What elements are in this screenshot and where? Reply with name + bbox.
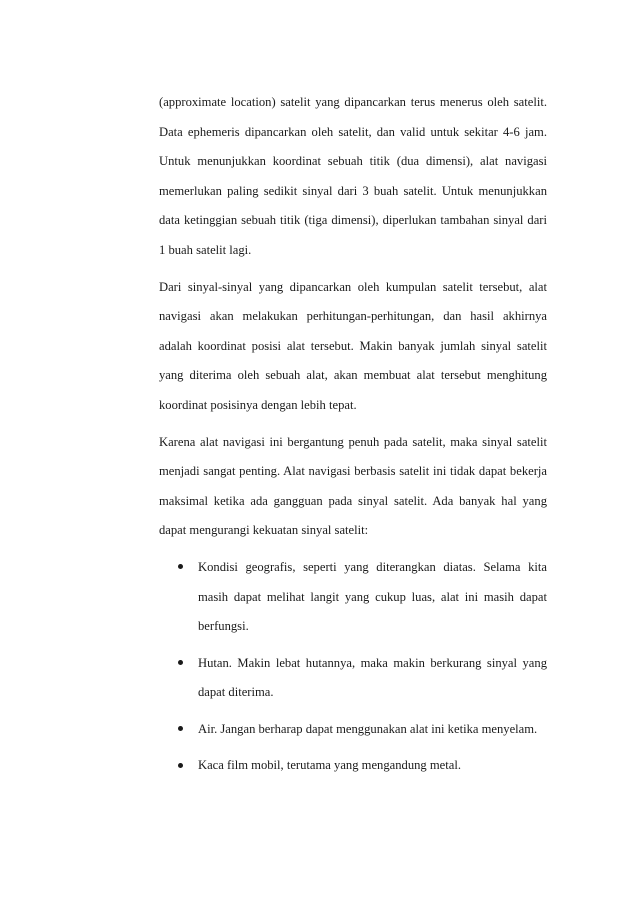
list-item <box>159 751 547 781</box>
bullet-icon <box>178 763 183 768</box>
paragraph-satelit-sinyal: (approximate location) satelit yang dipancarkan terus menerus oleh satelit. Data ephemeris dipancarkan oleh satelit, dan valid untuk sekitar 4-6 jam. Untuk menunjukkan koordinat sebuah titik (dua dimensi), alat navigasi memerlukan paling sedikit sinyal dari 3 buah satelit. Untuk menunjukkan data ketinggian sebuah titik (tiga dimensi), diperlukan tambahan sinyal dari 1 buah satelit lagi. <box>159 95 547 257</box>
list-item <box>159 649 547 708</box>
list-item-text: Kaca film mobil, terutama yang mengandung metal. <box>198 758 461 773</box>
list-item <box>159 715 547 745</box>
document-page <box>159 88 547 781</box>
bullet-icon <box>178 564 183 569</box>
bullet-icon <box>178 660 183 665</box>
list-item-text: Air. Jangan berharap dapat menggunakan alat ini ketika menyelam. <box>198 721 538 736</box>
list-item-text: Hutan. Makin lebat hutannya, maka makin berkurang sinyal yang dapat diterima. <box>198 655 547 700</box>
list-item <box>159 553 547 642</box>
paragraph-gangguan-sinyal: Karena alat navigasi ini bergantung penuh pada satelit, maka sinyal satelit menjadi sangat penting. Alat navigasi berbasis satelit ini tidak dapat bekerja maksimal ketika ada gangguan pada sinyal satelit. Ada banyak hal yang dapat mengurangi kekuatan sinyal satelit: <box>159 434 547 538</box>
bullet-icon <box>178 726 183 731</box>
paragraph-perhitungan-koordinat: Dari sinyal-sinyal yang dipancarkan oleh kumpulan satelit tersebut, alat navigasi akan melakukan perhitungan-perhitungan, dan hasil akhirnya adalah koordinat posisi alat tersebut. Makin banyak jumlah sinyal satelit yang diterima oleh sebuah alat, akan membuat alat tersebut menghitung koordinat posisinya dengan lebih tepat. <box>159 279 547 412</box>
bullet-list <box>159 553 547 781</box>
list-item-text: Kondisi geografis, seperti yang diterangkan diatas. Selama kita masih dapat melihat langit yang cukup luas, alat ini masih dapat berfungsi. <box>198 559 547 634</box>
